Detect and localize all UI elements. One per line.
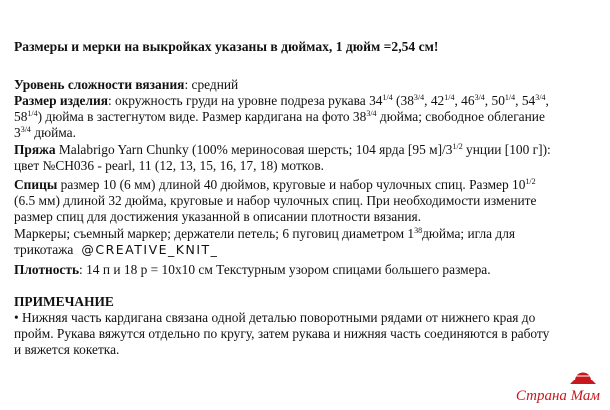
notions-text: трикотажа — [14, 242, 74, 257]
gauge-label: Плотность — [14, 262, 80, 277]
note-title: ПРИМЕЧАНИЕ — [14, 294, 114, 309]
needles-line-2: (6.5 мм) длиной 32 дюйма, круговые и набор чулочных спиц. При необходимости измените — [14, 193, 537, 208]
notions-text: дюйма; игла для — [422, 226, 516, 241]
note-line-2: пройм. Рукава вяжутся отдельно по кругу, затем рукава и нижняя часть соединяются в работу — [14, 326, 550, 341]
size-value: , 50 — [484, 93, 505, 108]
fraction: 1/4 — [27, 109, 38, 118]
fraction: 38 — [414, 226, 423, 235]
size-text: ) дюйма в застегнутом виде. Размер кардигана на фото 38 — [37, 109, 367, 124]
notions-line-2 — [14, 242, 218, 258]
size-line-1 — [14, 93, 549, 109]
note-line-1: • Нижняя часть кардигана связана одной деталью поворотными рядами от нижнего края до — [14, 310, 536, 325]
size-value: 58 — [14, 109, 28, 124]
fraction: 1/2 — [452, 142, 463, 151]
watermark: @CREATIVE_KNIT_ — [81, 242, 219, 257]
size-value: , 46 — [454, 93, 475, 108]
fraction: 1/4 — [444, 93, 455, 102]
logo-mark — [516, 388, 600, 405]
difficulty-value: : средний — [184, 77, 239, 92]
needles-label: Спицы — [14, 177, 58, 192]
fraction: 1/4 — [382, 93, 393, 102]
needles-line-1 — [14, 177, 536, 193]
size-text: : окружность груди на уровне подреза рукава 34 — [107, 93, 383, 108]
note-line-3: и вяжется кокетка. — [14, 342, 120, 357]
fraction: 3/4 — [366, 109, 377, 118]
fraction: 1/2 — [525, 177, 536, 186]
logo-text: Страна Мам — [515, 388, 600, 404]
yarn-label: Пряжа — [14, 142, 56, 157]
fraction: 1/4 — [504, 93, 516, 102]
difficulty-label: Уровень сложности вязания — [14, 77, 185, 92]
size-value: , 54 — [515, 93, 536, 108]
hat-icon — [566, 363, 600, 387]
fraction: 3/4 — [474, 93, 485, 102]
size-value: (38 — [392, 93, 414, 108]
fraction: 3/4 — [20, 125, 31, 134]
difficulty-line — [14, 77, 238, 93]
size-value: 3 — [14, 125, 21, 140]
yarn-line-1 — [14, 142, 551, 158]
size-line-3 — [14, 125, 76, 141]
size-text: дюйма; свободное облегание — [376, 109, 545, 124]
notions-line-1 — [14, 226, 515, 242]
notions-text: Маркеры; съемный маркер; держатели петель; 6 пуговиц диаметром 1 — [14, 226, 415, 241]
yarn-line-2: цвет №CH036 - pearl, 11 (12, 13, 15, 16, 17, 18) мотков. — [14, 158, 324, 173]
size-value: , 42 — [424, 93, 445, 108]
size-value: , — [545, 93, 549, 108]
gauge-line — [14, 262, 491, 278]
needles-line-3: размер спиц для достижения указанной в описании плотности вязания. — [14, 209, 422, 224]
header-note: Размеры и мерки на выкройках указаны в дюймах, 1 дюйм =2,54 см! — [14, 39, 439, 54]
size-label: Размер изделия — [14, 93, 108, 108]
fraction: 3/4 — [413, 93, 425, 102]
size-line-2 — [14, 109, 545, 125]
yarn-text: унции [100 г]): — [462, 142, 551, 157]
size-text: дюйма. — [30, 125, 76, 140]
gauge-value: : 14 п и 18 р = 10х10 см Текстурным узором спицами большего размера. — [79, 262, 491, 277]
fraction: 3/4 — [535, 93, 546, 102]
yarn-text: Malabrigo Yarn Chunky (100% мериносовая шерсть; 104 ярда [95 м]/3 — [55, 142, 453, 157]
site-logo[interactable] — [516, 388, 600, 405]
needles-text: размер 10 (6 мм) длиной 40 дюймов, круговые и набор чулочных спиц. Размер 10 — [57, 177, 526, 192]
